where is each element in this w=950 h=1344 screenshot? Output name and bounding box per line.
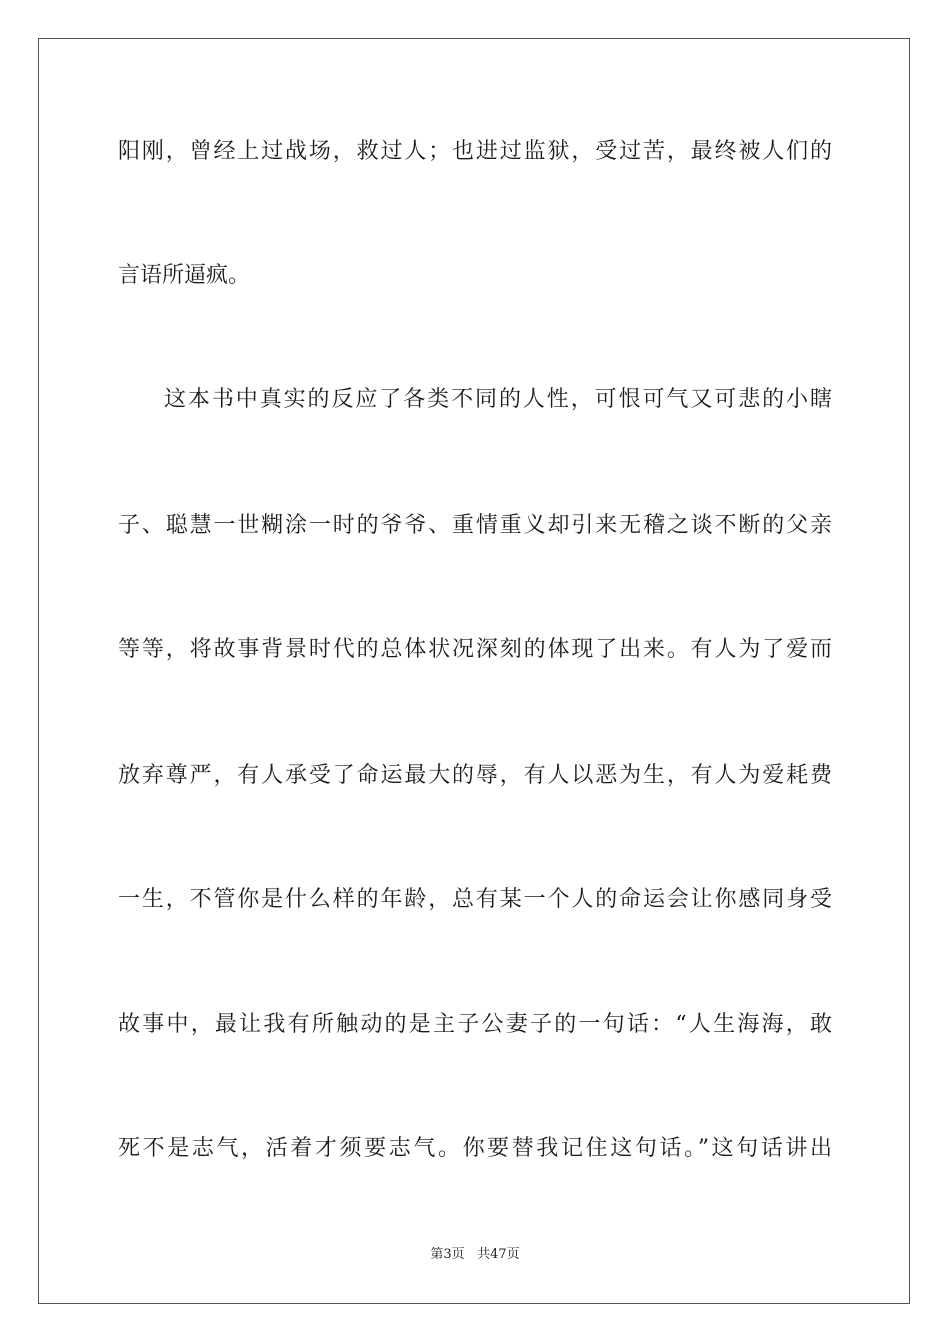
text-line: 故事中，最让我有所触动的是主子公妻子的一句话：“人生海海，敢 (118, 1012, 832, 1037)
paragraph-first-line: 这本书中真实的反应了各类不同的人性，可恨可气又可悲的小瞎 (164, 387, 832, 412)
text-line: 等等，将故事背景时代的总体状况深刻的体现了出来。有人为了爱而 (118, 637, 832, 662)
text-line: 放弃尊严，有人承受了命运最大的辱，有人以恶为生，有人为爱耗费 (118, 763, 832, 788)
text-line: 一生，不管你是什么样的年龄，总有某一个人的命运会让你感同身受 (118, 887, 832, 912)
page-total: 共47页 (477, 1247, 520, 1262)
text-line: 阳刚，曾经上过战场，救过人；也进过监狱，受过苦，最终被人们的 (118, 139, 832, 164)
page-frame (38, 38, 910, 1304)
text-line: 子、聪慧一世糊涂一时的爷爷、重情重义却引来无稽之谈不断的父亲 (118, 513, 832, 538)
text-line: 言语所逼疯。 (118, 263, 251, 288)
page-footer (0, 1246, 950, 1264)
text-line: 死不是志气，活着才须要志气。你要替我记住这句话。”这句话讲出 (118, 1136, 832, 1161)
page-number: 第3页 (430, 1247, 465, 1262)
